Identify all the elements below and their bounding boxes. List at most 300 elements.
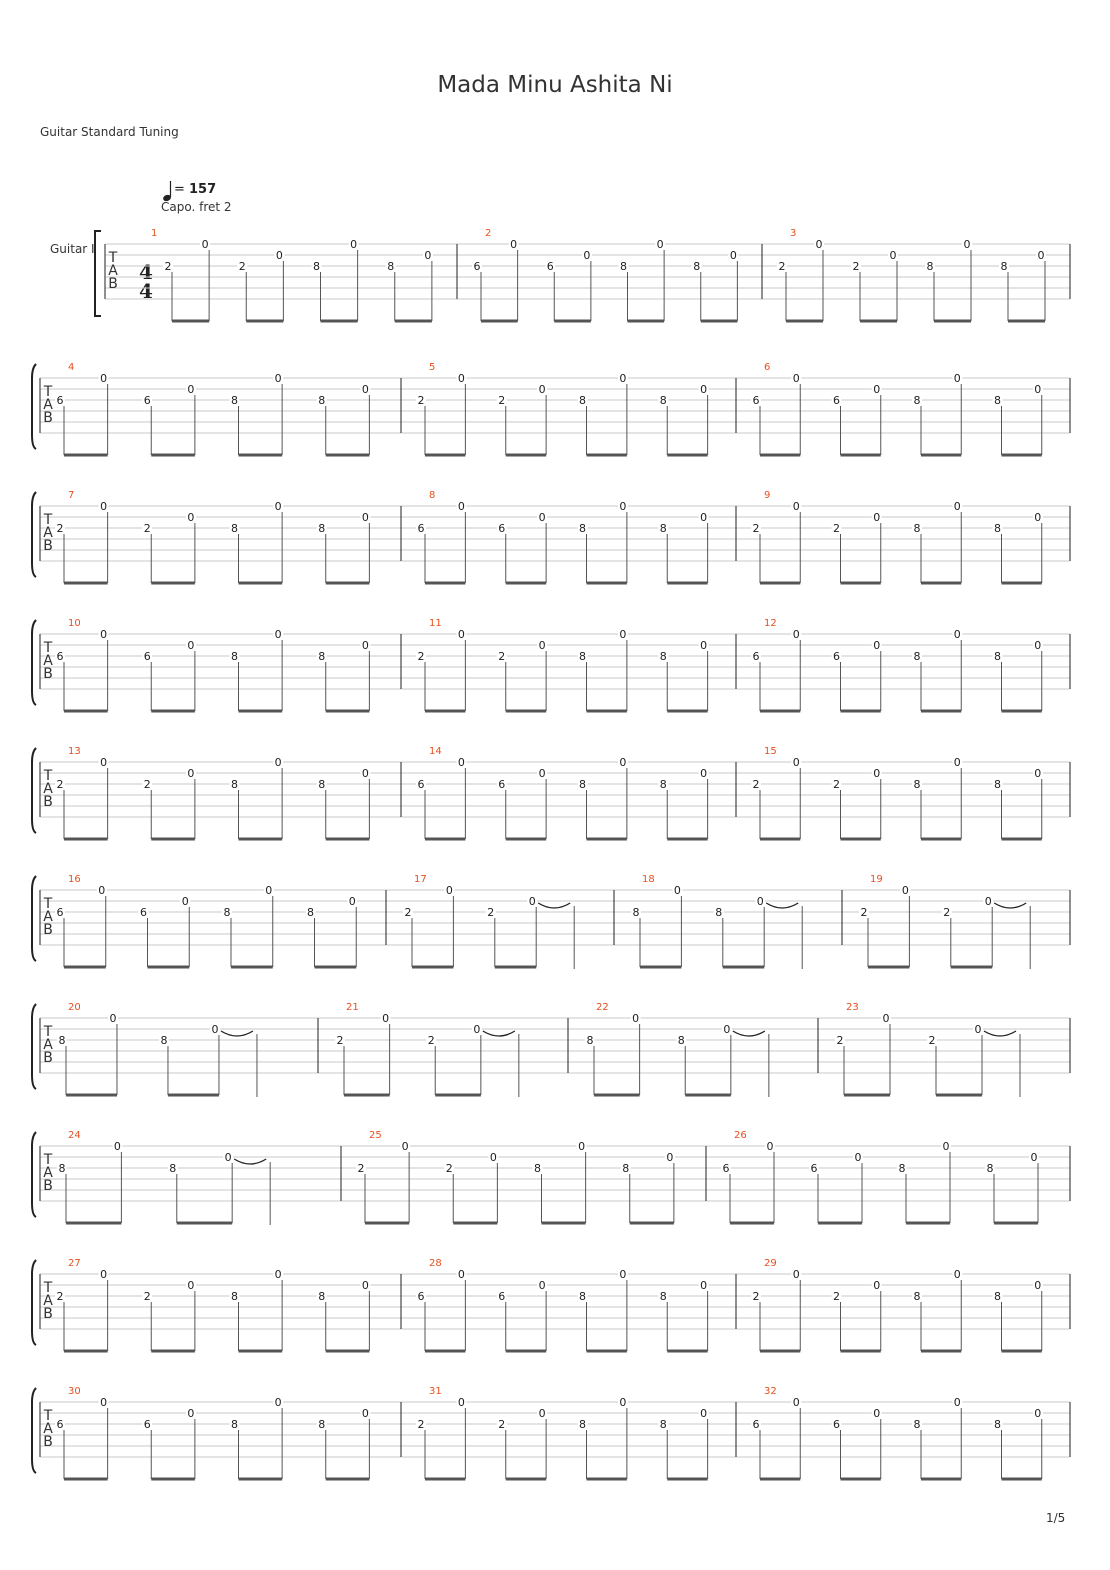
fret-number: 0 <box>187 639 195 652</box>
fret-number: 6 <box>752 394 760 407</box>
measure-number: 14 <box>429 746 442 757</box>
measure-number: 4 <box>68 362 75 373</box>
fret-number: 0 <box>538 639 546 652</box>
fret-number: 8 <box>313 260 320 273</box>
tab-clef-letter: A <box>43 397 53 413</box>
fret-number: 0 <box>792 1268 800 1281</box>
fret-number: 2 <box>417 650 425 663</box>
fret-number: 0 <box>974 1023 982 1036</box>
system-brace <box>32 748 36 833</box>
measure-number: 26 <box>734 1130 747 1141</box>
fret-number: 0 <box>729 249 737 262</box>
measure-number: 18 <box>642 874 655 885</box>
fret-number: 0 <box>187 767 195 780</box>
fret-number: 0 <box>181 895 189 908</box>
tab-clef-letter: B <box>43 538 53 554</box>
fret-number: 0 <box>666 1151 674 1164</box>
fret-number: 0 <box>457 628 465 641</box>
fret-number: 8 <box>994 394 1001 407</box>
tab-clef-letter: A <box>43 1293 53 1309</box>
fret-number: 2 <box>164 260 172 273</box>
fret-number: 0 <box>98 884 106 897</box>
fret-number: 8 <box>231 1418 238 1431</box>
fret-number: 0 <box>361 639 369 652</box>
fret-number: 2 <box>833 778 840 791</box>
fret-number: 0 <box>700 767 708 780</box>
tab-clef-letter: T <box>43 1024 53 1040</box>
system-brace <box>32 492 36 577</box>
fret-number: 0 <box>1034 511 1042 524</box>
fret-number: 0 <box>528 895 536 908</box>
system-brace <box>32 620 36 705</box>
fret-number: 6 <box>546 260 554 273</box>
tab-clef-letter: T <box>43 896 53 912</box>
fret-number: 0 <box>1030 1151 1038 1164</box>
fret-number: 0 <box>350 238 358 251</box>
fret-number: 0 <box>792 372 800 385</box>
fret-number: 8 <box>677 1034 685 1047</box>
fret-number: 8 <box>659 522 667 535</box>
fret-number: 2 <box>498 650 506 663</box>
fret-number: 0 <box>457 1268 465 1281</box>
fret-number: 6 <box>56 1418 64 1431</box>
measure-number: 24 <box>68 1130 81 1141</box>
tab-clef-letter: B <box>43 1434 53 1450</box>
track-bracket <box>95 231 101 316</box>
fret-number: 0 <box>873 511 881 524</box>
tab-clef-letter: T <box>43 384 53 400</box>
fret-number: 0 <box>700 511 708 524</box>
tab-clef-letter: T <box>43 1408 53 1424</box>
tie-arc <box>483 1031 515 1036</box>
fret-number: 2 <box>928 1034 936 1047</box>
fret-number: 8 <box>579 1290 586 1303</box>
tab-clef-letter: B <box>108 276 118 292</box>
tie-arc <box>733 1031 765 1036</box>
fret-number: 8 <box>231 522 238 535</box>
fret-number: 2 <box>778 260 786 273</box>
fret-number: 8 <box>318 1418 326 1431</box>
system-brace <box>32 1132 36 1217</box>
tab-clef-letter: T <box>43 512 53 528</box>
fret-number: 2 <box>404 906 412 919</box>
fret-number: 0 <box>274 628 282 641</box>
tab-clef-letter: B <box>43 1306 53 1322</box>
tab-clef-letter: T <box>43 768 53 784</box>
fret-number: 0 <box>187 1279 195 1292</box>
system-brace <box>32 1260 36 1345</box>
fret-number: 6 <box>143 1418 151 1431</box>
tab-clef-letter: A <box>43 781 53 797</box>
fret-number: 0 <box>583 249 591 262</box>
fret-number: 0 <box>953 1268 961 1281</box>
measure-number: 10 <box>68 618 81 629</box>
fret-number: 8 <box>620 260 627 273</box>
measure-number: 16 <box>68 874 81 885</box>
fret-number: 8 <box>231 778 238 791</box>
fret-number: 0 <box>1034 639 1042 652</box>
fret-number: 8 <box>1000 260 1008 273</box>
fret-number: 0 <box>382 1012 390 1025</box>
fret-number: 0 <box>538 1407 546 1420</box>
fret-number: 0 <box>538 511 546 524</box>
fret-number: 0 <box>619 1268 627 1281</box>
fret-number: 0 <box>1034 383 1042 396</box>
fret-number: 0 <box>361 383 369 396</box>
tab-clef-letter: A <box>43 1421 53 1437</box>
fret-number: 0 <box>100 500 108 513</box>
fret-number: 8 <box>318 650 326 663</box>
fret-number: 0 <box>274 1396 282 1409</box>
tab-clef-letter: A <box>43 653 53 669</box>
fret-number: 0 <box>457 500 465 513</box>
fret-number: 0 <box>538 1279 546 1292</box>
tie-arc <box>221 1031 253 1036</box>
fret-number: 6 <box>417 778 425 791</box>
fret-number: 8 <box>586 1034 594 1047</box>
fret-number: 2 <box>417 1418 425 1431</box>
fret-number: 0 <box>424 249 432 262</box>
fret-number: 0 <box>792 1396 800 1409</box>
fret-number: 2 <box>852 260 860 273</box>
fret-number: 8 <box>231 1290 238 1303</box>
fret-number: 0 <box>489 1151 497 1164</box>
fret-number: 2 <box>427 1034 435 1047</box>
fret-number: 8 <box>58 1034 66 1047</box>
fret-number: 0 <box>265 884 273 897</box>
fret-number: 8 <box>659 1290 667 1303</box>
fret-number: 0 <box>619 756 627 769</box>
measure-number: 21 <box>346 1002 359 1013</box>
fret-number: 0 <box>619 628 627 641</box>
fret-number: 0 <box>224 1151 232 1164</box>
fret-number: 8 <box>579 1418 586 1431</box>
fret-number: 0 <box>100 756 108 769</box>
system-brace <box>32 876 36 961</box>
fret-number: 0 <box>113 1140 121 1153</box>
fret-number: 0 <box>942 1140 950 1153</box>
fret-number: 8 <box>58 1162 66 1175</box>
measure-number: 11 <box>429 618 442 629</box>
fret-number: 0 <box>1034 767 1042 780</box>
fret-number: 2 <box>56 1290 64 1303</box>
fret-number: 2 <box>238 260 246 273</box>
fret-number: 0 <box>274 372 282 385</box>
tie-arc <box>766 903 798 908</box>
measure-number: 12 <box>764 618 777 629</box>
tuning-label: Guitar Standard Tuning <box>40 125 179 139</box>
measure-number: 5 <box>429 362 436 373</box>
measure-number: 9 <box>764 490 771 501</box>
fret-number: 0 <box>361 1407 369 1420</box>
tie-arc <box>538 903 570 908</box>
fret-number: 8 <box>986 1162 994 1175</box>
fret-number: 0 <box>473 1023 481 1036</box>
fret-number: 8 <box>223 906 231 919</box>
fret-number: 8 <box>913 650 921 663</box>
measure-number: 15 <box>764 746 777 757</box>
fret-number: 0 <box>211 1023 219 1036</box>
fret-number: 0 <box>538 383 546 396</box>
fret-number: 0 <box>275 249 283 262</box>
fret-number: 6 <box>56 394 64 407</box>
fret-number: 8 <box>913 522 921 535</box>
fret-number: 0 <box>723 1023 731 1036</box>
fret-number: 8 <box>632 906 640 919</box>
fret-number: 8 <box>579 522 586 535</box>
tab-clef-letter: T <box>43 640 53 656</box>
fret-number: 8 <box>318 778 326 791</box>
measure-number: 30 <box>68 1386 81 1397</box>
measure-number: 19 <box>870 874 883 885</box>
fret-number: 0 <box>401 1140 409 1153</box>
fret-number: 0 <box>445 884 453 897</box>
capo-label: Capo. fret 2 <box>161 200 232 214</box>
fret-number: 6 <box>417 522 425 535</box>
fret-number: 6 <box>752 1418 760 1431</box>
time-signature-bottom: 4 <box>139 279 153 303</box>
fret-number: 6 <box>833 1418 840 1431</box>
fret-number: 0 <box>953 628 961 641</box>
tempo-equals: = <box>174 182 185 197</box>
tab-clef-letter: B <box>43 1050 53 1066</box>
measure-number: 25 <box>369 1130 382 1141</box>
measure-number: 22 <box>596 1002 609 1013</box>
fret-number: 8 <box>913 778 921 791</box>
fret-number: 6 <box>143 394 151 407</box>
fret-number: 0 <box>361 767 369 780</box>
fret-number: 0 <box>889 249 897 262</box>
fret-number: 2 <box>498 1418 506 1431</box>
system-brace <box>32 1004 36 1089</box>
fret-number: 8 <box>994 522 1001 535</box>
fret-number: 8 <box>318 1290 326 1303</box>
fret-number: 0 <box>619 500 627 513</box>
fret-number: 8 <box>913 1290 921 1303</box>
fret-number: 8 <box>715 906 723 919</box>
fret-number: 8 <box>994 778 1001 791</box>
fret-number: 8 <box>994 1418 1001 1431</box>
tab-clef-letter: A <box>108 263 118 279</box>
fret-number: 8 <box>579 778 586 791</box>
fret-number: 8 <box>994 1290 1001 1303</box>
tab-clef-letter: T <box>108 250 118 266</box>
fret-number: 8 <box>579 650 586 663</box>
fret-number: 0 <box>873 1407 881 1420</box>
fret-number: 8 <box>659 778 667 791</box>
fret-number: 6 <box>810 1162 818 1175</box>
fret-number: 0 <box>187 383 195 396</box>
fret-number: 8 <box>169 1162 177 1175</box>
tie-arc <box>994 903 1026 908</box>
tab-clef-letter: B <box>43 922 53 938</box>
fret-number: 6 <box>56 906 64 919</box>
fret-number: 6 <box>417 1290 425 1303</box>
tab-clef-letter: T <box>43 1280 53 1296</box>
fret-number: 0 <box>1037 249 1045 262</box>
fret-number: 0 <box>1034 1279 1042 1292</box>
fret-number: 0 <box>953 372 961 385</box>
fret-number: 8 <box>231 650 238 663</box>
fret-number: 0 <box>656 238 664 251</box>
page-number: 1/5 <box>1046 1511 1066 1525</box>
fret-number: 0 <box>274 1268 282 1281</box>
fret-number: 6 <box>833 394 840 407</box>
fret-number: 0 <box>756 895 764 908</box>
fret-number: 8 <box>659 394 667 407</box>
fret-number: 6 <box>722 1162 730 1175</box>
fret-number: 0 <box>963 238 971 251</box>
fret-number: 2 <box>143 1290 151 1303</box>
fret-number: 0 <box>792 500 800 513</box>
fret-number: 8 <box>659 1418 667 1431</box>
fret-number: 6 <box>143 650 151 663</box>
fret-number: 0 <box>619 1396 627 1409</box>
fret-number: 0 <box>901 884 909 897</box>
fret-number: 0 <box>873 1279 881 1292</box>
fret-number: 8 <box>913 1418 921 1431</box>
fret-number: 0 <box>953 500 961 513</box>
fret-number: 6 <box>498 1290 506 1303</box>
fret-number: 8 <box>926 260 934 273</box>
fret-number: 0 <box>953 756 961 769</box>
fret-number: 8 <box>898 1162 906 1175</box>
fret-number: 0 <box>187 511 195 524</box>
fret-number: 8 <box>693 260 701 273</box>
fret-number: 0 <box>361 1279 369 1292</box>
fret-number: 8 <box>318 394 326 407</box>
fret-number: 8 <box>160 1034 168 1047</box>
measure-number: 28 <box>429 1258 442 1269</box>
fret-number: 8 <box>622 1162 630 1175</box>
fret-number: 6 <box>498 778 506 791</box>
fret-number: 0 <box>1034 1407 1042 1420</box>
fret-number: 0 <box>187 1407 195 1420</box>
fret-number: 0 <box>100 372 108 385</box>
tab-clef-letter: B <box>43 1178 53 1194</box>
fret-number: 0 <box>457 756 465 769</box>
fret-number: 0 <box>766 1140 774 1153</box>
fret-number: 0 <box>538 767 546 780</box>
tab-clef-letter: T <box>43 1152 53 1168</box>
fret-number: 2 <box>56 778 64 791</box>
fret-number: 6 <box>833 650 840 663</box>
fret-number: 0 <box>873 767 881 780</box>
fret-number: 2 <box>836 1034 844 1047</box>
fret-number: 0 <box>700 1279 708 1292</box>
fret-number: 0 <box>100 1268 108 1281</box>
fret-number: 2 <box>752 522 760 535</box>
fret-number: 8 <box>231 394 238 407</box>
measure-number: 6 <box>764 362 771 373</box>
fret-number: 8 <box>307 906 314 919</box>
tab-clef-letter: A <box>43 1165 53 1181</box>
system-brace <box>32 1388 36 1473</box>
fret-number: 2 <box>336 1034 344 1047</box>
tab-clef-letter: A <box>43 525 53 541</box>
time-signature-top: 4 <box>139 260 153 284</box>
fret-number: 0 <box>348 895 356 908</box>
fret-number: 2 <box>860 906 868 919</box>
tempo-value: 157 <box>189 182 217 197</box>
fret-number: 6 <box>473 260 481 273</box>
score-title: Mada Minu Ashita Ni <box>437 72 673 98</box>
fret-number: 8 <box>579 394 586 407</box>
fret-number: 6 <box>56 650 64 663</box>
fret-number: 2 <box>752 778 760 791</box>
fret-number: 2 <box>143 522 151 535</box>
measure-number: 32 <box>764 1386 777 1397</box>
measure-number: 17 <box>414 874 427 885</box>
fret-number: 0 <box>984 895 992 908</box>
measure-number: 8 <box>429 490 436 501</box>
fret-number: 0 <box>792 756 800 769</box>
fret-number: 0 <box>100 628 108 641</box>
fret-number: 8 <box>994 650 1001 663</box>
fret-number: 2 <box>487 906 495 919</box>
fret-number: 0 <box>201 238 209 251</box>
measure-number: 27 <box>68 1258 81 1269</box>
measure-number: 1 <box>151 228 158 239</box>
tab-clef-letter: B <box>43 410 53 426</box>
fret-number: 0 <box>873 639 881 652</box>
fret-number: 0 <box>578 1140 586 1153</box>
system-brace <box>32 364 36 449</box>
fret-number: 0 <box>815 238 823 251</box>
fret-number: 8 <box>659 650 667 663</box>
fret-number: 0 <box>100 1396 108 1409</box>
measure-number: 29 <box>764 1258 777 1269</box>
measure-number: 31 <box>429 1386 442 1397</box>
fret-number: 2 <box>833 1290 840 1303</box>
fret-number: 2 <box>143 778 151 791</box>
measure-number: 13 <box>68 746 81 757</box>
fret-number: 0 <box>792 628 800 641</box>
tab-clef-letter: B <box>43 794 53 810</box>
fret-number: 0 <box>873 383 881 396</box>
fret-number: 2 <box>417 394 425 407</box>
fret-number: 2 <box>357 1162 365 1175</box>
fret-number: 8 <box>318 522 326 535</box>
fret-number: 8 <box>534 1162 541 1175</box>
tab-clef-letter: A <box>43 909 53 925</box>
measure-number: 2 <box>485 228 492 239</box>
fret-number: 6 <box>752 650 760 663</box>
fret-number: 6 <box>498 522 506 535</box>
tab-clef-letter: B <box>43 666 53 682</box>
fret-number: 0 <box>619 372 627 385</box>
fret-number: 2 <box>833 522 840 535</box>
fret-number: 0 <box>854 1151 862 1164</box>
fret-number: 6 <box>140 906 147 919</box>
fret-number: 0 <box>953 1396 961 1409</box>
measure-number: 23 <box>846 1002 859 1013</box>
fret-number: 0 <box>700 639 708 652</box>
fret-number: 0 <box>673 884 681 897</box>
fret-number: 2 <box>498 394 506 407</box>
fret-number: 0 <box>109 1012 117 1025</box>
fret-number: 0 <box>632 1012 640 1025</box>
fret-number: 0 <box>274 500 282 513</box>
fret-number: 2 <box>752 1290 760 1303</box>
tie-arc <box>234 1159 266 1164</box>
fret-number: 8 <box>913 394 921 407</box>
fret-number: 0 <box>510 238 518 251</box>
fret-number: 8 <box>387 260 395 273</box>
measure-number: 3 <box>790 228 797 239</box>
measure-number: 7 <box>68 490 75 501</box>
fret-number: 0 <box>457 1396 465 1409</box>
